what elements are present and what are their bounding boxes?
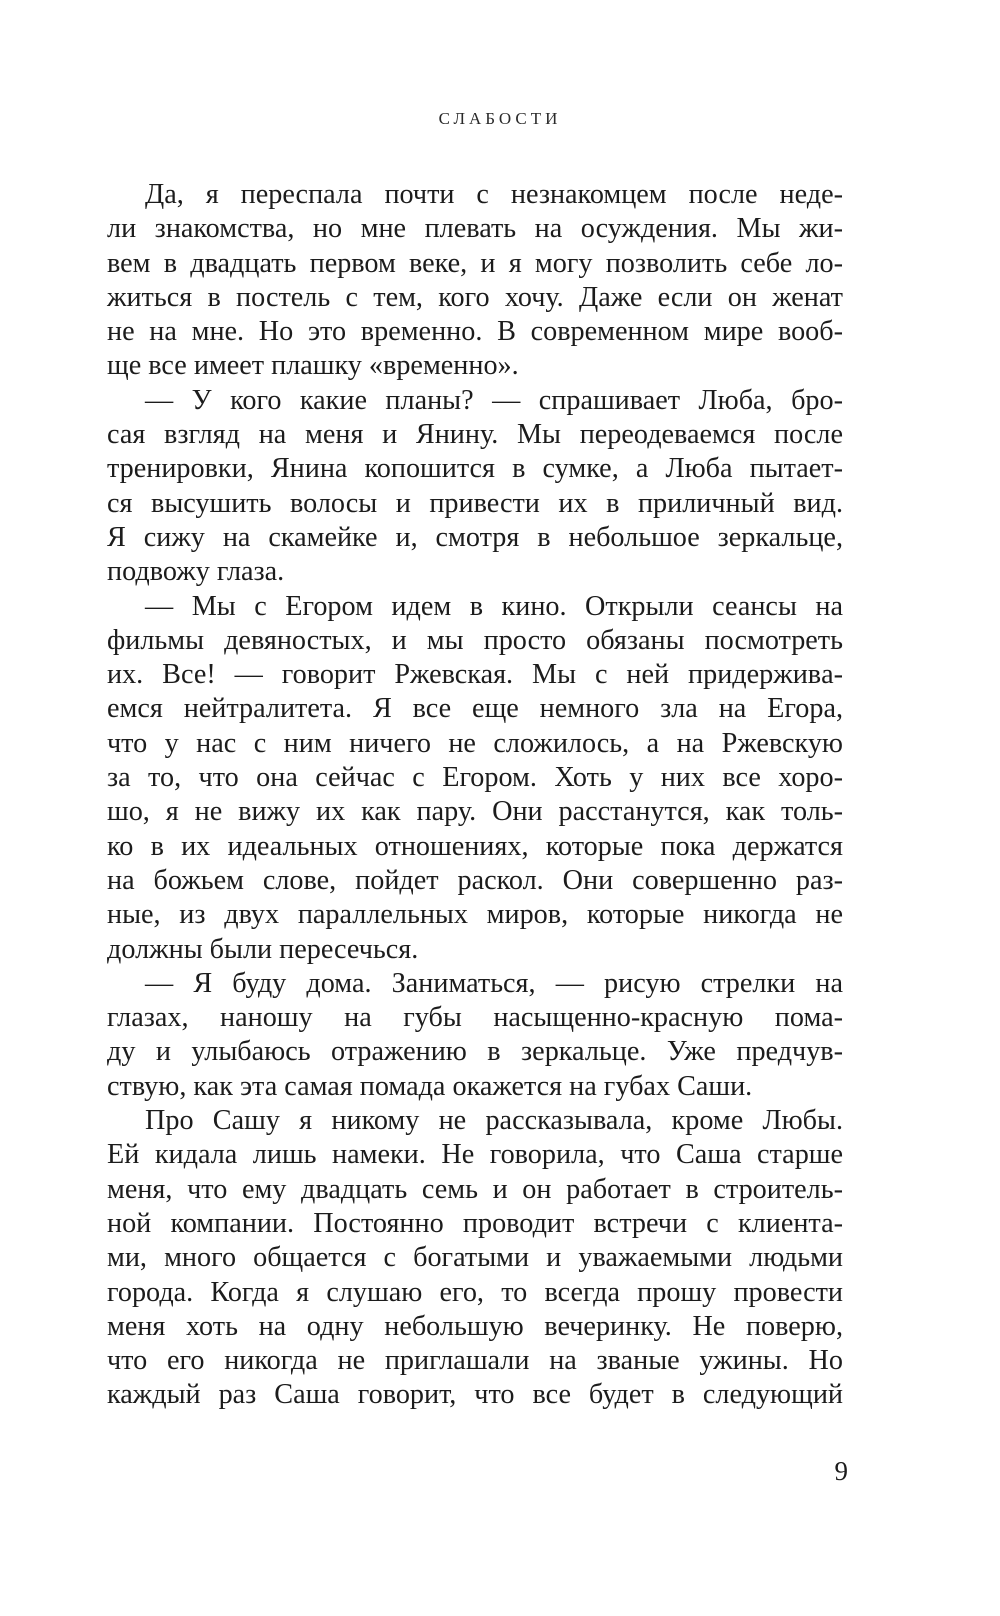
text-line: Да, я переспала почти с незнакомцем после неде- bbox=[145, 179, 843, 210]
text-line: — Мы с Егором идем в кино. Открыли сеансы на bbox=[145, 590, 843, 622]
body-text bbox=[107, 178, 843, 1413]
text-line: ще все имеет плашку «временно». bbox=[107, 350, 519, 382]
text-line: ные, из двух параллельных миров, которые никогда не bbox=[107, 899, 843, 931]
text-line: ся высушить волосы и привести их в приличный вид. bbox=[107, 487, 843, 519]
text-line: города. Когда я слушаю его, то всегда прошу провести bbox=[107, 1276, 843, 1308]
text-line: их. Все! — говорит Ржевская. Мы с ней придерживa- bbox=[107, 659, 843, 691]
text-line: емся нейтралитета. Я все еще немного зла на Егора, bbox=[107, 693, 843, 725]
page-number: 9 bbox=[834, 1456, 848, 1486]
text-line: Я сижу на скамейке и, смотря в небольшое зеркальце, bbox=[107, 521, 843, 553]
text-line: на божьем слове, пойдет раскол. Они совершенно раз- bbox=[107, 864, 843, 896]
text-line: вем в двадцать первом веке, и я могу позволить себе ло- bbox=[107, 247, 843, 279]
text-line: не на мне. Но это временно. В современном мире вооб- bbox=[107, 316, 843, 348]
text-line: что его никогда не приглашали на званые ужины. Но bbox=[107, 1345, 843, 1377]
text-line: должны были пересечься. bbox=[107, 933, 419, 965]
text-line: — У кого какие планы? — спрашивает Люба, бро- bbox=[145, 384, 843, 416]
text-line: житься в постель с тем, кого хочу. Даже если он женат bbox=[107, 281, 843, 313]
text-line: шо, я не вижу их как пару. Они расстанутся, как толь- bbox=[107, 796, 843, 828]
text-line: за то, что она сейчас с Егором. Хоть у них все хоро- bbox=[107, 762, 843, 794]
text-line: ми, много общается с богатыми и уважаемыми людьми bbox=[107, 1242, 843, 1274]
text-line: ной компании. Постоянно проводит встречи с клиента- bbox=[107, 1207, 843, 1239]
text-line: глазах, наношу на губы насыщенно-красную пома- bbox=[107, 1002, 843, 1034]
text-line: фильмы девяностых, и мы просто обязаны посмотреть bbox=[107, 624, 843, 656]
text-line: ствую, как эта самая помада окажется на губах Саши. bbox=[107, 1070, 753, 1102]
text-line: ли знакомства, но мне плевать на осуждения. Мы жи- bbox=[107, 213, 843, 245]
text-line: меня хоть на одну небольшую вечеринку. Не поверю, bbox=[107, 1310, 843, 1342]
text-line: каждый раз Саша говорит, что все будет в следующий bbox=[107, 1379, 843, 1411]
text-line: Ей кидала лишь намеки. Не говорила, что Саша старше bbox=[107, 1139, 843, 1171]
text-line: Про Сашу я никому не рассказывала, кроме Любы. bbox=[145, 1105, 843, 1137]
text-line: ду и улыбаюсь отражению в зеркальце. Уже предчув- bbox=[107, 1036, 843, 1068]
text-line: меня, что ему двадцать семь и он работает в строитель- bbox=[107, 1173, 843, 1205]
text-line: подвожу глаза. bbox=[107, 556, 285, 588]
text-line: ко в их идеальных отношениях, которые пока держатся bbox=[107, 830, 843, 862]
text-line: что у нас с ним ничего не сложилось, а на Ржевскую bbox=[107, 727, 843, 759]
text-line: сая взгляд на меня и Янину. Мы переодеваемся после bbox=[107, 419, 843, 451]
running-head: СЛАБОСТИ bbox=[438, 109, 562, 128]
text-line: — Я буду дома. Заниматься, — рисую стрелки на bbox=[145, 967, 843, 999]
text-line: тренировки, Янина копошится в сумке, а Люба пытает- bbox=[107, 453, 843, 485]
